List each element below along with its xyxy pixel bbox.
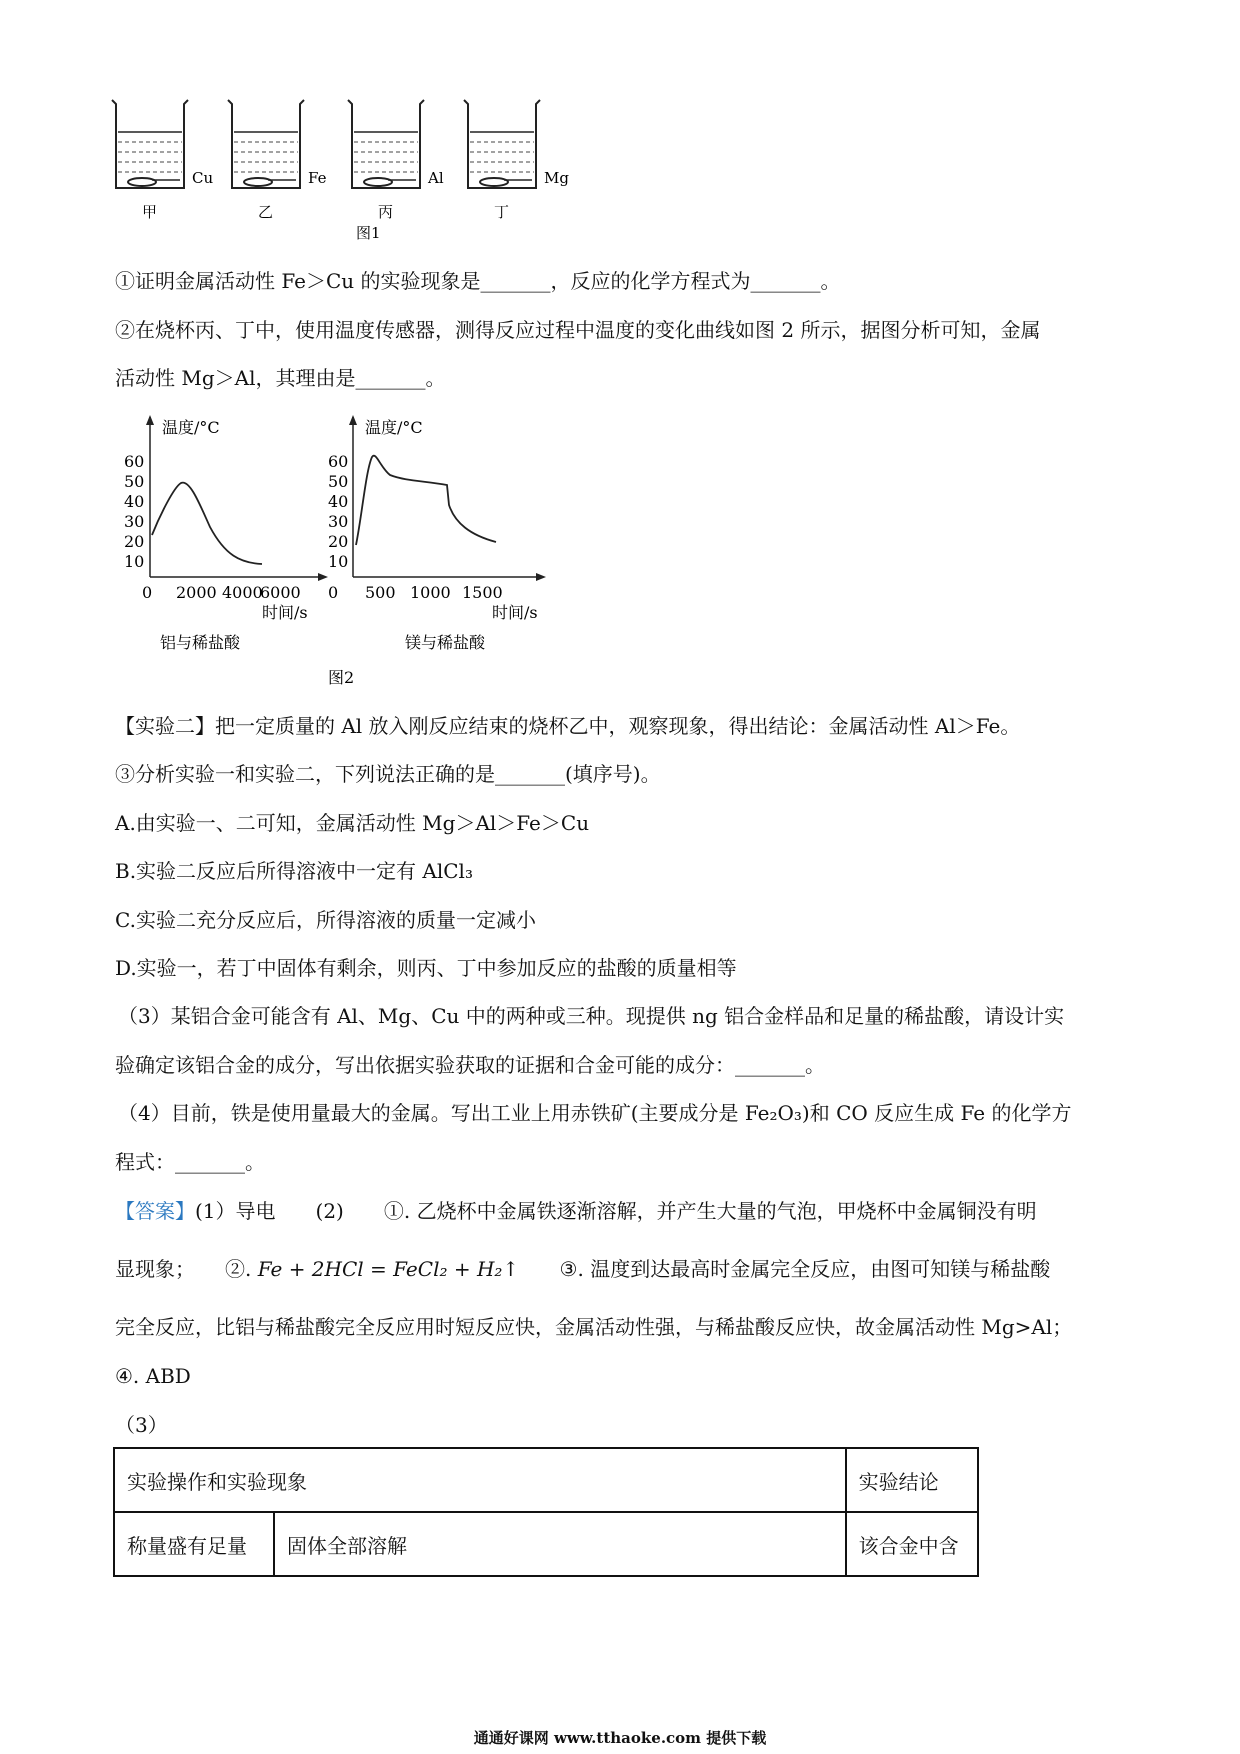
beaker-bing	[348, 100, 424, 188]
mg-xtick-0: 0	[328, 583, 339, 602]
option-a: A.由实验一、二可知，金属活动性 Mg＞Al＞Fe＞Cu	[115, 811, 590, 835]
answer-tag: 【答案】	[115, 1199, 195, 1223]
table-row	[114, 1448, 978, 1512]
al-xtick-6000: 6000	[260, 583, 301, 602]
table-cell-weigh: 称量盛有足量	[114, 1512, 274, 1576]
al-xtick-2000: 2000	[176, 583, 217, 602]
chart-magnesium	[328, 415, 546, 652]
table-header-operation: 实验操作和实验现象	[114, 1448, 846, 1512]
al-ytick-40: 40	[124, 492, 145, 511]
beaker-label-ding: 丁	[494, 203, 510, 221]
mg-ytick-50: 50	[328, 472, 349, 491]
chart-aluminum	[124, 415, 328, 652]
metal-label-fe: Fe	[308, 169, 327, 187]
answer-line1	[115, 1196, 1037, 1226]
figure2-caption: 图2	[328, 668, 355, 687]
mg-ytick-30: 30	[328, 512, 349, 531]
metal-label-cu: Cu	[192, 169, 214, 187]
metal-label-al: Al	[428, 169, 444, 187]
mg-xlabel: 时间/s	[492, 603, 538, 622]
al-temperature-curve	[152, 483, 262, 564]
answer-line2-a: 显现象； ②.	[115, 1257, 252, 1281]
mg-chart-title: 镁与稀盐酸	[405, 633, 486, 652]
al-xlabel: 时间/s	[262, 603, 308, 622]
table-header-conclusion: 实验结论	[846, 1448, 978, 1512]
figure1-beakers	[100, 90, 620, 245]
answer-line4: ④. ABD	[115, 1364, 191, 1388]
part-4-line2: 程式：_______。	[115, 1150, 265, 1174]
mg-ylabel: 温度/°C	[365, 418, 423, 437]
beaker-label-jia: 甲	[142, 203, 158, 221]
beaker-label-bing: 丙	[378, 203, 394, 221]
question-2-line2: 活动性 Mg＞Al，其理由是_______。	[115, 366, 446, 390]
mg-temperature-curve	[356, 456, 496, 545]
al-chart-title: 铝与稀盐酸	[160, 633, 241, 652]
beaker-ding	[464, 100, 540, 188]
experiment-2: 【实验二】把一定质量的 Al 放入刚反应结束的烧杯乙中，观察现象，得出结论：金属活动性 Al＞Fe。	[115, 714, 1021, 738]
al-xtick-4000: 4000	[222, 583, 263, 602]
figure1-caption: 图1	[356, 224, 381, 242]
chemical-equation: Fe + 2HCl = FeCl₂ + H₂↑	[257, 1257, 520, 1281]
table-cell-dissolve: 固体全部溶解	[274, 1512, 846, 1576]
al-xtick-0: 0	[142, 583, 153, 602]
metal-label-mg: Mg	[544, 169, 569, 187]
mg-ytick-10: 10	[328, 552, 349, 571]
mg-xtick-500: 500	[365, 583, 396, 602]
question-2-line1: ②在烧杯丙、丁中，使用温度传感器，测得反应过程中温度的变化曲线如图 2 所示，据图分析可知，金属	[115, 318, 1041, 342]
answer-line5: （3）	[115, 1413, 168, 1437]
mg-ytick-60: 60	[328, 452, 349, 471]
mg-ytick-40: 40	[328, 492, 349, 511]
al-ytick-20: 20	[124, 532, 145, 551]
part-4-line1: （4）目前，铁是使用量最大的金属。写出工业上用赤铁矿(主要成分是 Fe₂O₃)和 CO 反应生成 Fe 的化学方	[118, 1101, 1072, 1125]
al-ytick-60: 60	[124, 452, 145, 471]
answer-line1-text: (1）导电 (2) ①. 乙烧杯中金属铁逐渐溶解，并产生大量的气泡，甲烧杯中金属铜没有明	[195, 1199, 1037, 1223]
mg-xtick-1000: 1000	[410, 583, 451, 602]
question-1: ①证明金属活动性 Fe＞Cu 的实验现象是_______，反应的化学方程式为_______。	[115, 269, 841, 293]
table-row	[114, 1512, 978, 1576]
mg-ytick-20: 20	[328, 532, 349, 551]
al-ytick-30: 30	[124, 512, 145, 531]
option-d: D.实验一，若丁中固体有剩余，则丙、丁中参加反应的盐酸的质量相等	[115, 956, 737, 980]
answer-table	[113, 1447, 979, 1577]
answer-line2-b: ③. 温度到达最高时金属完全反应，由图可知镁与稀盐酸	[559, 1257, 1051, 1281]
part-3-line2: 验确定该铝合金的成分，写出依据实验获取的证据和合金可能的成分：_______。	[115, 1053, 825, 1077]
al-ytick-50: 50	[124, 472, 145, 491]
mg-xtick-1500: 1500	[462, 583, 503, 602]
answer-line2	[115, 1254, 1050, 1284]
option-c: C.实验二充分反应后，所得溶液的质量一定减小	[115, 908, 536, 932]
beaker-jia	[112, 100, 188, 188]
answer-line3: 完全反应，比铝与稀盐酸完全反应用时短反应快，金属活动性强，与稀盐酸反应快，故金属活动性 Mg>Al；	[115, 1315, 1073, 1339]
figure2-charts	[100, 405, 570, 690]
al-ytick-10: 10	[124, 552, 145, 571]
beaker-label-yi: 乙	[258, 203, 274, 221]
question-3: ③分析实验一和实验二，下列说法正确的是_______(填序号)。	[115, 762, 661, 786]
al-ylabel: 温度/°C	[162, 418, 220, 437]
part-3-line1: （3）某铝合金可能含有 Al、Mg、Cu 中的两种或三种。现提供 ng 铝合金样品和足量的稀盐酸，请设计实	[118, 1004, 1065, 1028]
table-cell-conclusion: 该合金中含	[846, 1512, 978, 1576]
option-b: B.实验二反应后所得溶液中一定有 AlCl₃	[115, 859, 473, 883]
page-footer: 通通好课网 www.tthaoke.com 提供下载	[473, 1729, 767, 1747]
beaker-yi	[228, 100, 304, 188]
